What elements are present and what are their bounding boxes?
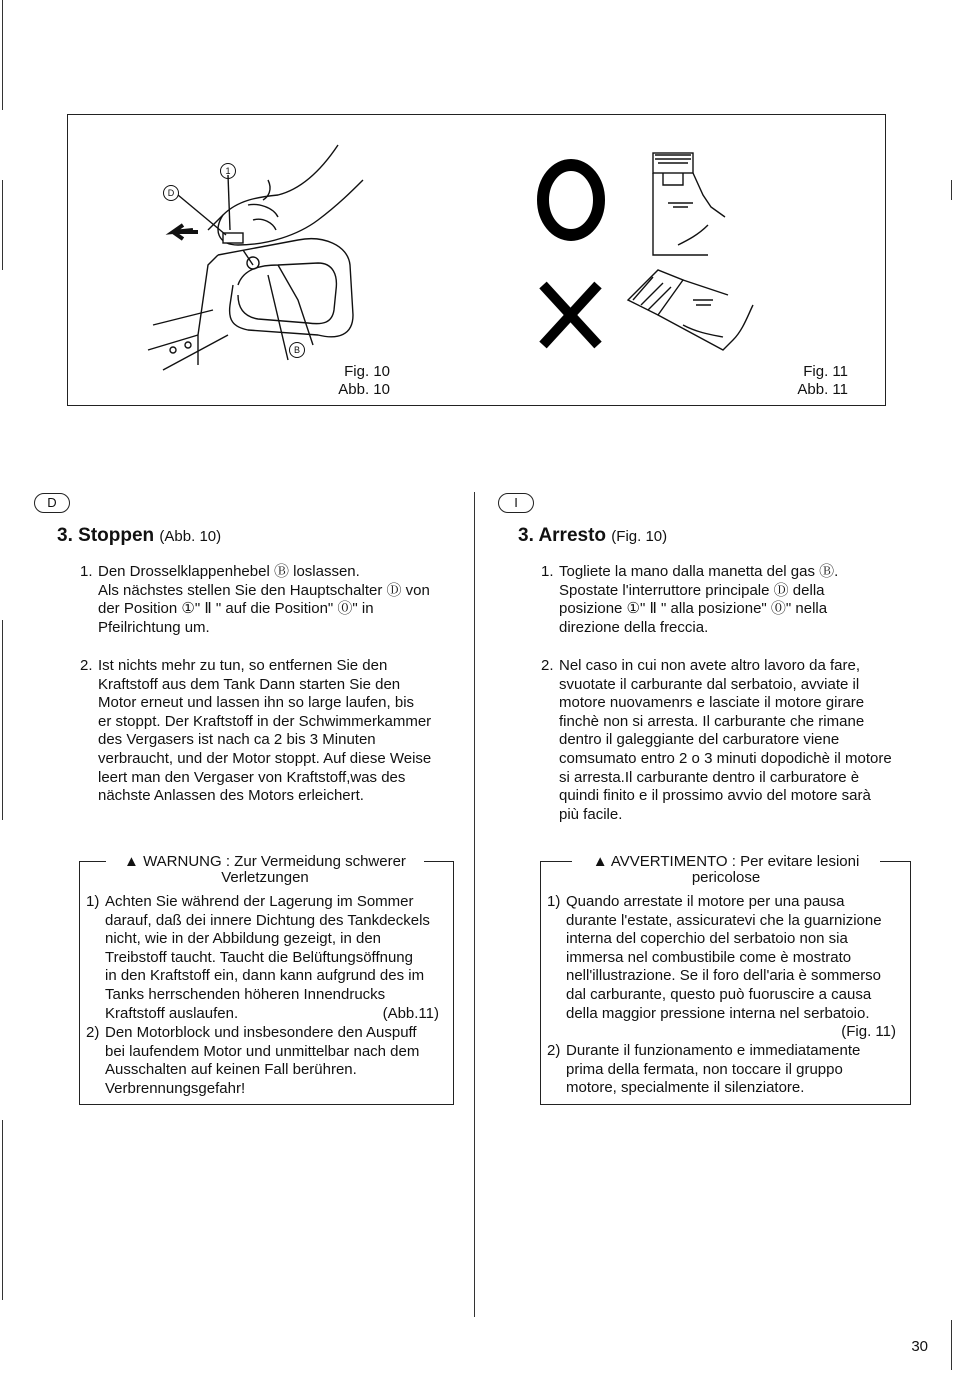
page-edge-mark xyxy=(951,180,952,200)
text-line: Motor erneut und lassen ihn so large laufen, bis xyxy=(98,694,415,712)
italian-title-text: Arresto xyxy=(538,525,607,546)
text-line: posizione ①" Ⅱ " alla posizione" ⓪" nella xyxy=(559,600,828,618)
text-line: della maggior pressione interna nel serbatoio. xyxy=(566,1004,870,1022)
text-line: er stoppt. Der Kraftstoff in der Schwimmerkammer xyxy=(98,712,432,730)
text-line: Togliete la mano dalla manetta del gas Ⓑ. xyxy=(559,563,839,580)
text-line: Pfeilrichtung um. xyxy=(98,618,210,636)
item-number: 2) xyxy=(547,1042,561,1059)
item-number: 1) xyxy=(547,893,561,910)
step-number: 2. xyxy=(541,657,554,674)
german-title-ref: (Abb. 10) xyxy=(159,528,222,545)
text-line: darauf, daß dei innere Dichtung des Tankdeckels xyxy=(105,911,430,929)
warning-heading-cont: pericolose xyxy=(691,869,761,886)
text-line: direzione della freccia. xyxy=(559,618,709,636)
warning-heading: WARNUNG : Zur Vermeidung schwerer xyxy=(143,853,406,870)
fig10-caption-it: Fig. 10 xyxy=(344,363,390,380)
text-line: Ausschalten auf keinen Fall berühren. xyxy=(105,1061,357,1079)
german-step-2 xyxy=(80,657,458,806)
text-line: nell'illustrazione. Se il foro dell'aria è sommerso xyxy=(566,967,882,985)
step-number: 1. xyxy=(541,563,554,580)
text-line: Den Motorblock und insbesondere den Auspuff xyxy=(105,1024,417,1041)
italian-warning-header xyxy=(572,854,880,886)
text-line: bei laufendem Motor und unmittelbar nach dem xyxy=(105,1042,420,1060)
text-line: Ist nichts mehr zu tun, so entfernen Sie den xyxy=(98,657,388,674)
warning-heading: AVVERTIMENTO : Per evitare lesioni xyxy=(610,853,860,870)
fig11-caption-it: Fig. 11 xyxy=(803,363,848,380)
fig11-caption xyxy=(768,363,848,399)
page-edge-mark xyxy=(2,620,3,820)
german-title-number: 3. xyxy=(57,525,73,546)
text-line: Kraftstoff auslaufen. xyxy=(105,1004,239,1022)
italian-step-2 xyxy=(541,657,924,824)
german-section-title xyxy=(57,525,221,547)
german-warning-item-1 xyxy=(86,893,445,1023)
text-line: Als nächstes stellen Sie den Hauptschalter Ⓓ von xyxy=(98,581,430,599)
fig10-caption xyxy=(318,363,390,399)
text-line: si arresta.Il carburante dentro il carburatore è xyxy=(559,768,860,786)
text-line: leert man den Vergaser von Kraftstoff,was des xyxy=(98,768,406,786)
fig11-caption-de: Abb. 11 xyxy=(797,381,848,398)
text-line: Treibstoff taucht. Taucht die Belüftungsöffnung xyxy=(105,948,413,966)
page-number: 30 xyxy=(911,1338,928,1355)
italian-step-1 xyxy=(541,563,919,637)
item-number: 1) xyxy=(86,893,100,910)
figure-ref: (Abb.11) xyxy=(382,1004,439,1022)
text-line: motore nuovamenrs e lasciate il motore girare xyxy=(559,694,865,712)
italian-warning-item-2 xyxy=(547,1042,902,1098)
step-number: 2. xyxy=(80,657,93,674)
italian-warning-item-1 xyxy=(547,893,902,1042)
figure-ref: (Fig. 11) xyxy=(841,1023,896,1041)
text-line: in den Kraftstoff ein, dann kann aufgrund des im xyxy=(105,967,425,985)
text-line: Nel caso in cui non avete altro lavoro da fare, xyxy=(559,657,861,674)
step-number: 1. xyxy=(80,563,93,580)
fig10-label-d: D xyxy=(163,185,179,201)
fig10-label-b: B xyxy=(289,342,305,358)
text-line: quindi finito e il prossimo avvio del motore sarà xyxy=(559,787,871,805)
column-divider xyxy=(474,492,475,1317)
text-line: Durante il funzionamento e immediatamente xyxy=(566,1042,861,1059)
german-title-text: Stoppen xyxy=(78,525,155,546)
text-line: finchè non si arresta. Il carburante che rimane xyxy=(559,712,865,730)
warning-icon: ▲ xyxy=(124,853,139,870)
text-line: immersa nel combustibile come è mostrato xyxy=(566,948,852,966)
text-line: Spostate l'interruttore principale Ⓓ della xyxy=(559,581,825,599)
text-line: durante l'estate, assicuratevi che la guarnizione xyxy=(566,911,882,929)
page-edge-mark xyxy=(951,1320,952,1370)
text-line: verbraucht, und der Motor stoppt. Auf diese Weise xyxy=(98,749,432,767)
german-warning-item-2 xyxy=(86,1024,445,1098)
italian-title-ref: (Fig. 10) xyxy=(611,528,668,545)
page-edge-mark xyxy=(2,0,3,110)
correct-symbol xyxy=(543,165,599,235)
fig10-illustration xyxy=(138,135,438,385)
text-line: motore, specialmente il silenziatore. xyxy=(566,1079,805,1097)
german-warning-header xyxy=(106,854,424,886)
fig11-illustration xyxy=(533,145,763,375)
item-number: 2) xyxy=(86,1024,100,1041)
text-line: più facile. xyxy=(559,805,623,823)
text-line: Tanks herrschenden höheren Innendrucks xyxy=(105,985,386,1003)
german-step-1 xyxy=(80,563,458,637)
language-badge-german: D xyxy=(34,493,70,513)
fig10-caption-de: Abb. 10 xyxy=(338,381,390,398)
page-edge-mark xyxy=(2,1120,3,1300)
incorrect-symbol xyxy=(543,285,598,345)
text-line: dentro il galeggiante del carburatore viene xyxy=(559,731,840,749)
page-edge-mark xyxy=(2,180,3,270)
text-line: Kraftstoff aus dem Tank Dann starten Sie den xyxy=(98,675,401,693)
text-line: prima della fermata, non toccare il gruppo xyxy=(566,1060,843,1078)
language-badge-italian: I xyxy=(498,493,534,513)
text-line: svuotate il carburante dal serbatoio, avviate il xyxy=(559,675,860,693)
text-line: Achten Sie während der Lagerung im Sommer xyxy=(105,893,414,910)
text-line: Quando arrestate il motore per una pausa xyxy=(566,893,845,910)
text-line: des Vergasers ist nach ca 2 bis 3 Minuten xyxy=(98,731,376,749)
text-line: nicht, wie in der Abbildung gezeigt, in den xyxy=(105,930,382,948)
text-line: Verbrennungsgefahr! xyxy=(105,1079,246,1097)
italian-section-title xyxy=(518,525,667,547)
fig10-label-one: 1 xyxy=(220,163,236,179)
figure-panel xyxy=(67,114,886,406)
text-line: comsumato entro 2 o 3 minuti dopodichè il motore xyxy=(559,749,892,767)
warning-icon: ▲ xyxy=(592,853,608,870)
text-line: der Position ①" Ⅱ " auf die Position" ⓪" in xyxy=(98,600,374,618)
text-line: nächste Anlassen des Motors erleichert. xyxy=(98,787,364,805)
warning-heading-cont: Verletzungen xyxy=(221,869,309,886)
text-line: interna del coperchio del serbatoio non sia xyxy=(566,930,848,948)
italian-title-number: 3. xyxy=(518,525,534,546)
text-line: Den Drosselklappenhebel Ⓑ loslassen. xyxy=(98,563,360,580)
text-line: dal carburante, questo può fuoruscire a causa xyxy=(566,985,872,1003)
